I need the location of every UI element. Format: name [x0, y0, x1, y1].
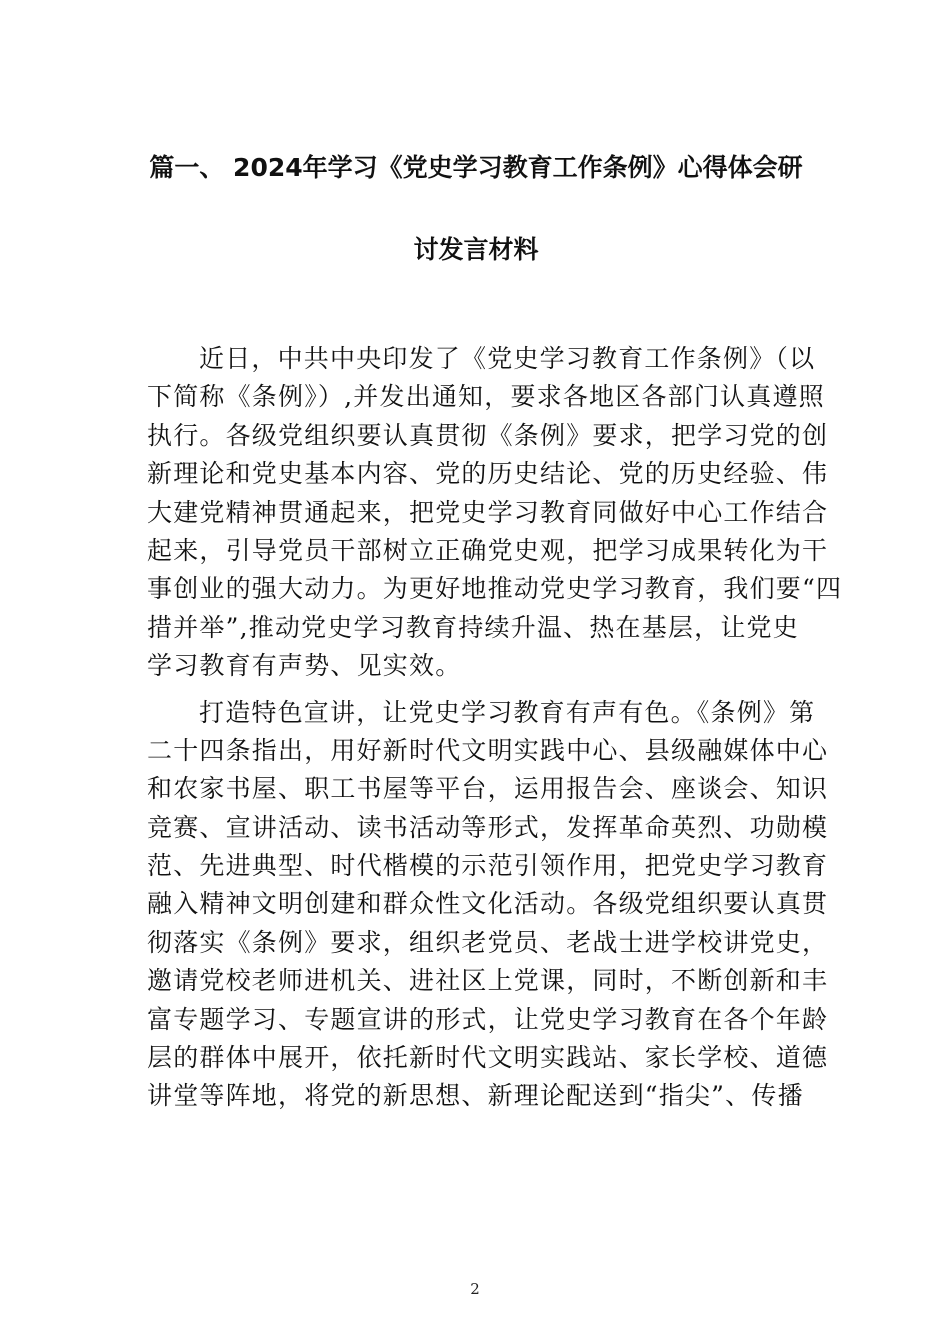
text-line: 打造特色宣讲，让党史学习教育有声有色。《条例》第 — [199, 697, 816, 727]
paragraph-2 — [147, 694, 829, 1116]
text-line: 执行。各级党组织要认真贯彻《条例》要求，把学习党的创 — [147, 420, 829, 450]
text-line: 措并举”,推动党史学习教育持续升温、热在基层，让党史 — [147, 612, 799, 642]
text-line: 起来，引导党员干部树立正确党史观，把学习成果转化为干 — [147, 535, 829, 565]
document-title — [140, 146, 812, 272]
title-line-1: 篇一、 2024年学习《党史学习教育工作条例》心得体会研 — [149, 153, 803, 182]
text-line: 事创业的强大动力。为更好地推动党史学习教育，我们要“四 — [147, 574, 843, 604]
text-line: 富专题学习、专题宣讲的形式，让党史学习教育在各个年龄 — [147, 1004, 829, 1034]
title-line-2: 讨发言材料 — [413, 235, 539, 264]
paragraph-1 — [147, 340, 843, 686]
text-line: 新理论和党史基本内容、党的历史结论、党的历史经验、伟 — [147, 459, 829, 489]
text-line: 二十四条指出，用好新时代文明实践中心、县级融媒体中心 — [147, 735, 829, 765]
text-line: 彻落实《条例》要求，组织老党员、老战士进学校讲党史， — [147, 927, 829, 957]
text-line: 学习教育有声势、见实效。 — [147, 651, 462, 681]
text-line: 讲堂等阵地，将党的新思想、新理论配送到“指尖”、传播 — [147, 1081, 804, 1111]
text-line: 下简称《条例》）,并发出通知，要求各地区各部门认真遵照 — [147, 382, 825, 412]
text-line: 层的群体中展开，依托新时代文明实践站、家长学校、道德 — [147, 1043, 829, 1073]
page-number: 2 — [470, 1280, 480, 1298]
text-line: 和农家书屋、职工书屋等平台，运用报告会、座谈会、知识 — [147, 774, 829, 804]
text-line: 近日，中共中央印发了《党史学习教育工作条例》（以 — [199, 344, 816, 373]
text-line: 竞赛、宣讲活动、读书活动等形式，发挥革命英烈、功勋模 — [147, 812, 829, 842]
text-line: 邀请党校老师进机关、进社区上党课，同时，不断创新和丰 — [147, 966, 829, 996]
text-line: 融入精神文明创建和群众性文化活动。各级党组织要认真贯 — [147, 889, 829, 919]
document-body — [147, 340, 843, 1124]
text-line: 大建党精神贯通起来，把党史学习教育同做好中心工作结合 — [147, 497, 829, 527]
text-line: 范、先进典型、时代楷模的示范引领作用，把党史学习教育 — [147, 851, 829, 881]
